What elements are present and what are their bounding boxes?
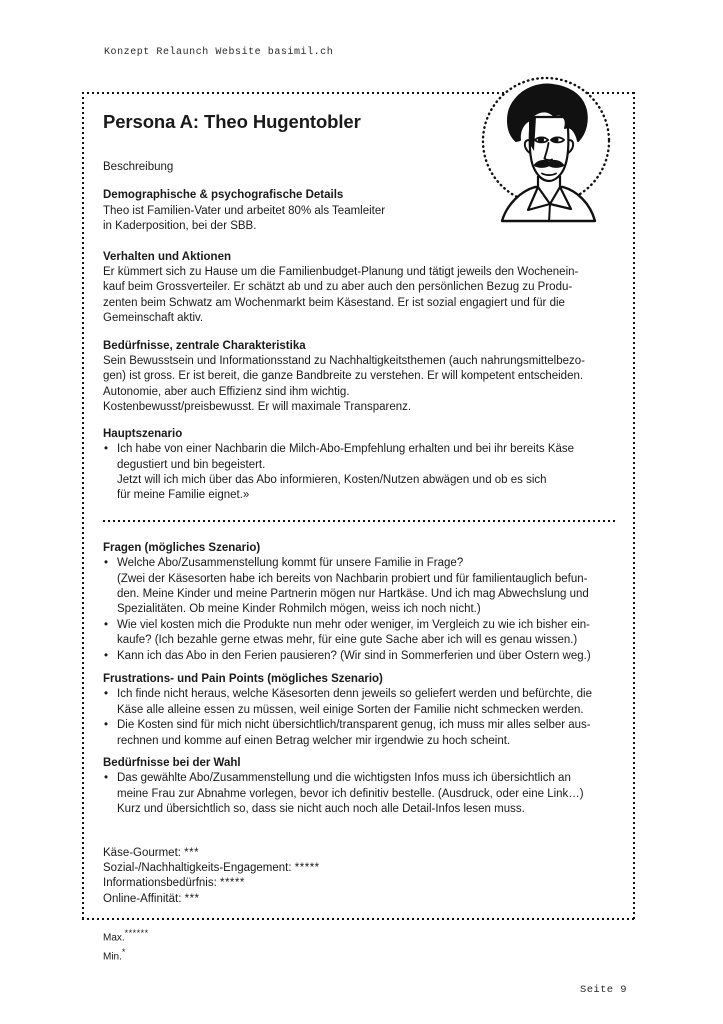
section-line xyxy=(103,311,615,326)
sections-below-divider xyxy=(103,541,615,818)
legend-max-stars: ****** xyxy=(124,928,149,938)
line-text: meine Frau zur Abnahme vorlegen, bevor ich definitiv bestelle. (Ausdruck, oder eine Link…) xyxy=(117,787,584,800)
section-line xyxy=(103,649,615,664)
line-text: degustiert und bin begeistert. xyxy=(117,458,266,471)
line-text: (Zwei der Käsesorten habe ich bereits von Nachbarin probiert und für familientauglich befun- xyxy=(117,572,588,585)
section-line xyxy=(103,602,615,617)
section-heading: Verhalten und Aktionen xyxy=(103,250,232,263)
persona-title: Persona A: Theo Hugentobler xyxy=(103,111,361,132)
section-line xyxy=(103,587,615,602)
rating-stars: *** xyxy=(184,846,200,859)
line-text: in Kaderposition, bei der SBB. xyxy=(103,220,257,233)
persona-section xyxy=(103,672,615,749)
rating-label: Online-Affinität: xyxy=(103,892,185,905)
line-text: Wie viel kosten mich die Produkte nun mehr oder weniger, im Vergleich zu wie ich bisher ein- xyxy=(117,618,590,631)
sections-above-divider xyxy=(103,188,615,503)
section-line xyxy=(103,734,615,749)
line-text: Jetzt will ich mich über das Abo informieren, Kosten/Nutzen abwägen und ob es sich xyxy=(117,473,547,486)
legend-max-row: Max.****** xyxy=(103,928,149,944)
ratings-list xyxy=(103,846,615,908)
line-text: Ich finde nicht heraus, welche Käsesorten denn jeweils so geliefert werden und befürchte, die xyxy=(117,688,592,701)
section-heading: Bedürfnisse bei der Wahl xyxy=(103,757,241,769)
line-text: Kostenbewusst/preisbewusst. Er will maximale Transparenz. xyxy=(103,401,412,414)
section-line xyxy=(103,400,615,415)
persona-section xyxy=(103,250,615,327)
page-number: Seite 9 xyxy=(580,984,627,996)
section-heading: Demographische & psychografische Details xyxy=(103,189,344,202)
section-line xyxy=(103,556,615,571)
document-header-label: Konzept Relaunch Website basimil.ch xyxy=(104,47,334,58)
legend-min-stars: * xyxy=(121,947,126,958)
line-text: Die Kosten sind für mich nicht übersichtlich/transparent genug, ich muss mir alles selber aus- xyxy=(117,719,591,732)
line-text: Autonomie, aber auch Effizienz sind ihm wichtig. xyxy=(103,385,350,398)
rating-label: Käse-Gourmet: xyxy=(103,846,185,859)
section-line xyxy=(103,687,615,702)
line-text: Gemeinschaft aktiv. xyxy=(103,312,204,325)
line-text: Theo ist Familien-Vater und arbeitet 80% als Teamleiter xyxy=(103,204,386,217)
section-heading: Hauptszenario xyxy=(103,427,183,440)
bullet-icon: • xyxy=(104,772,109,785)
section-line xyxy=(103,802,615,817)
section-heading: Bedürfnisse, zentrale Charakteristika xyxy=(103,339,306,352)
line-text: Er kümmert sich zu Hause um die Familienbudget-Planung und tätigt jeweils den Wochenein- xyxy=(103,266,579,279)
bullet-icon: • xyxy=(104,649,109,662)
section-line xyxy=(103,296,615,311)
line-text: Sein Bewusstsein und Informationsstand zu Nachhaltigkeitsthemen (auch nahrungsmittelbezo- xyxy=(103,355,585,368)
rating-stars: ***** xyxy=(219,877,245,890)
line-text: Kann ich das Abo in den Ferien pausieren? (Wir sind in Sommerferien und über Ostern weg.) xyxy=(117,649,591,662)
rating-row xyxy=(103,892,615,907)
section-line xyxy=(103,718,615,733)
line-text: gen) ist gross. Er ist bereit, die ganze Bandbreite zu verstehen. Er will kompetent entscheiden. xyxy=(103,370,584,383)
bullet-icon: • xyxy=(104,688,109,701)
section-line xyxy=(103,618,615,633)
section-line xyxy=(103,442,615,457)
section-heading: Fragen (mögliches Szenario) xyxy=(103,541,261,554)
section-line xyxy=(103,265,615,280)
section-line xyxy=(103,572,615,587)
bullet-icon: • xyxy=(104,719,109,732)
section-line xyxy=(103,280,615,295)
section-line xyxy=(103,488,615,503)
persona-section xyxy=(103,427,615,504)
line-text: Käse alle alleine essen zu müssen, weil einige Sorten der Familie nicht schmecken werden. xyxy=(117,703,584,716)
section-line xyxy=(103,354,615,369)
star-rating-legend xyxy=(103,926,149,965)
section-line xyxy=(103,385,615,400)
section-line xyxy=(103,787,615,802)
section-line xyxy=(103,771,615,786)
line-text: Welche Abo/Zusammenstellung kommt für unsere Familie in Frage? xyxy=(117,557,464,570)
rating-row xyxy=(103,846,615,861)
section-line xyxy=(103,473,615,488)
line-text: Ich habe von einer Nachbarin die Milch-Abo-Empfehlung erhalten und bei ihr bereits Käse xyxy=(117,443,575,456)
section-line xyxy=(103,703,615,718)
bullet-icon: • xyxy=(104,557,109,570)
section-heading: Frustrations- und Pain Points (mögliches Szenario) xyxy=(103,672,383,685)
section-line xyxy=(103,633,615,648)
rating-label: Sozial-/Nachhaltigkeits-Engagement: xyxy=(103,862,295,875)
line-text: kaufe? (Ich bezahle gerne etwas mehr, für eine gute Sache aber ich will es genau wissen.) xyxy=(117,634,578,647)
rating-label: Informationsbedürfnis: xyxy=(103,877,220,890)
rating-row xyxy=(103,876,615,891)
rating-stars: *** xyxy=(184,892,200,905)
bullet-icon: • xyxy=(104,618,109,631)
section-line xyxy=(103,458,615,473)
persona-section xyxy=(103,541,615,664)
line-text: rechnen und komme auf einen Betrag welcher mir irgendwie zu hoch scheint. xyxy=(117,734,511,747)
line-text: Das gewählte Abo/Zusammenstellung und die wichtigsten Infos muss ich übersichtlich an xyxy=(117,772,571,785)
persona-section xyxy=(103,756,615,818)
line-text: zenten beim Schwatz am Wochenmarkt beim Käsestand. Er ist sozial engagiert und für die xyxy=(103,296,565,309)
line-text: kauf beim Grossverteiler. Er schätzt ab und zu aber auch den persönlichen Bezug zu Produ- xyxy=(103,281,573,294)
dotted-divider xyxy=(103,520,615,522)
section-line xyxy=(103,369,615,384)
bullet-icon: • xyxy=(104,443,109,456)
line-text: Spezialitäten. Ob meine Kinder Rohmilch mögen, weiss ich noch nicht.) xyxy=(117,603,481,616)
line-text: den. Meine Kinder und meine Partnerin mögen nur Hartkäse. Und ich mag Abwechslung und xyxy=(117,587,589,600)
line-text: für meine Familie eignet.» xyxy=(117,489,250,502)
line-text: Kurz und übersichtlich so, dass sie nicht auch noch alle Detail-Infos lesen muss. xyxy=(117,803,525,816)
persona-section xyxy=(103,339,615,416)
persona-portrait-icon xyxy=(476,71,616,223)
legend-min-row: Min.* xyxy=(103,947,126,963)
rating-row xyxy=(103,861,615,876)
rating-stars: ***** xyxy=(294,862,320,875)
description-label: Beschreibung xyxy=(103,161,174,173)
